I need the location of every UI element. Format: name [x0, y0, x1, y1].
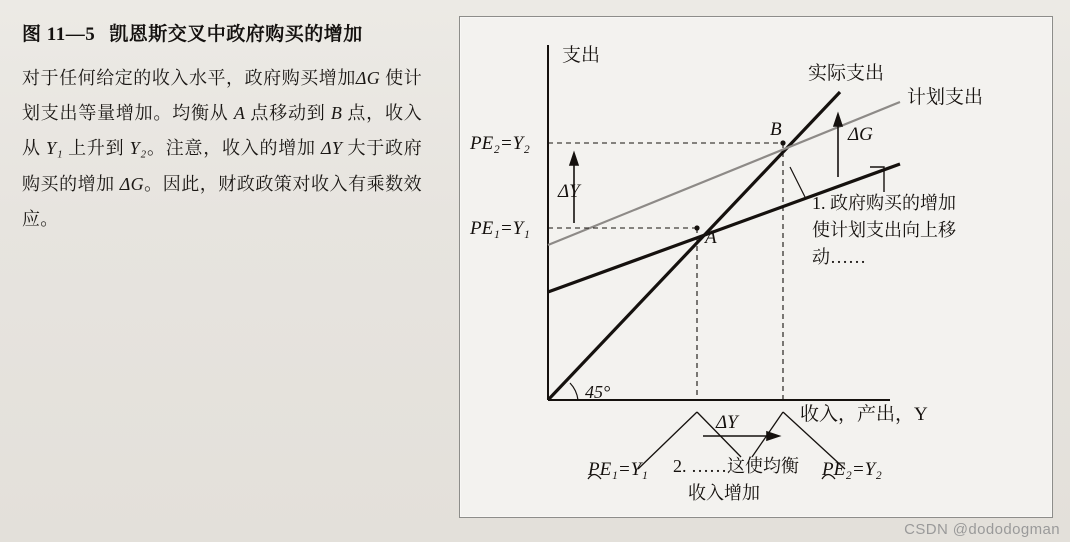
note1-line2: 使计划支出向上移: [812, 220, 956, 240]
caption-line-1: 对于任何给定的收入水平，政府购买增加: [22, 68, 356, 89]
label-pe2-y2-axis: PE₂=Y₂: [470, 133, 530, 154]
actual-expenditure-line: [548, 92, 840, 400]
label-pe1-y1-axis: PE₁=Y₁: [470, 218, 530, 239]
label-angle: 45°: [585, 382, 611, 402]
caption-point-a: A: [233, 103, 246, 124]
figure-title-text: 凯恩斯交叉中政府购买的增加: [109, 24, 363, 45]
figure-title: [22, 18, 422, 51]
figure-caption: [22, 18, 422, 237]
caption-line-3c: 点，收入从: [22, 103, 423, 159]
caption-delta-y: ΔY: [321, 138, 343, 159]
caption-line-5: 因此，财政政策对收入有乘数效应。: [22, 173, 422, 229]
watermark: CSDN @dododogman: [904, 521, 1060, 538]
delta-y-horizontal-arrow: [703, 432, 779, 440]
axis-label-y: 支出: [562, 45, 601, 66]
label-delta-y-horizontal: ΔY: [716, 412, 738, 433]
caption-line-4e: 。: [143, 173, 163, 194]
point-b-label: B: [770, 119, 782, 140]
caption-line-3g: 。注意，: [146, 138, 222, 159]
label-actual-expenditure: 实际支出: [808, 63, 885, 84]
point-a-marker: [694, 225, 699, 230]
label-pe1-y1-bottom: PE₁=Y₁: [588, 459, 648, 480]
chart-panel: [459, 16, 1053, 518]
axis-label-x: 收入，产出，Y: [800, 404, 928, 425]
label-delta-y-vertical: ΔY: [558, 181, 580, 202]
caption-line-4c: 大于政府购买的增加: [22, 138, 423, 194]
label-pe2-y2-bottom: PE₂=Y₂: [822, 459, 882, 480]
leader-pe2-b: [752, 412, 783, 457]
note2-line2: 收入增加: [688, 483, 760, 503]
angle-arc: [570, 383, 578, 400]
caption-body: [22, 61, 422, 236]
caption-y1: Y₁: [46, 138, 63, 159]
point-a-label: A: [705, 227, 717, 248]
note2-line1: 2. ……这使均衡: [673, 456, 799, 476]
caption-line-3e: 上升到: [62, 138, 130, 159]
delta-g-arrow: [834, 114, 842, 177]
note1-line3: 动……: [812, 247, 866, 267]
caption-y2: Y₂: [129, 138, 147, 159]
note1-line1: 1. 政府购买的增加: [812, 193, 956, 213]
caption-line-2b: 使计划支出等量增加。均衡从: [22, 68, 422, 124]
label-planned-expenditure: 计划支出: [907, 87, 984, 108]
caption-line-3a: 动到: [287, 103, 331, 124]
caption-delta-g-1: ΔG: [355, 68, 381, 89]
caption-delta-g-2: ΔG: [119, 173, 144, 194]
label-delta-g: ΔG: [848, 124, 873, 145]
figure-number: 图 11—5: [22, 24, 96, 45]
point-b-marker: [780, 140, 785, 145]
note1-leader: [790, 167, 805, 197]
caption-line-2d: 点移: [245, 103, 288, 124]
caption-point-b: B: [330, 103, 343, 124]
caption-line-4a: 收入的增加: [222, 138, 322, 159]
